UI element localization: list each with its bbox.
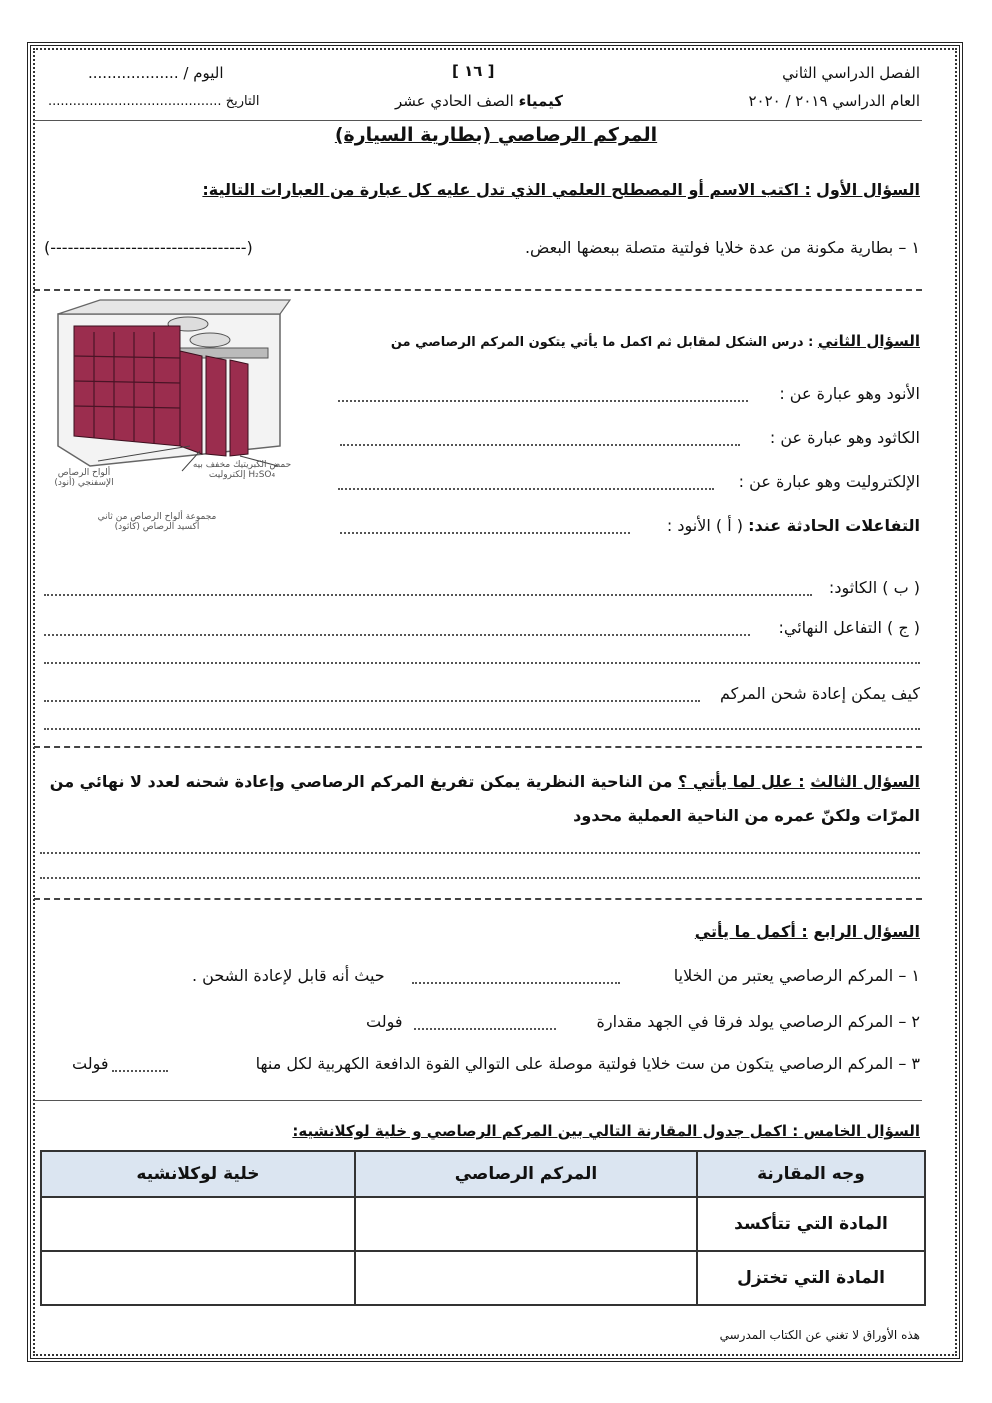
table-header-cell: خلية لوكلانشيه — [41, 1151, 355, 1197]
semester-label: الفصل الدراسي الثاني — [782, 64, 920, 82]
table-header-cell: المركم الرصاصي — [355, 1151, 697, 1197]
table-row — [41, 1251, 925, 1305]
q1-heading-line — [202, 180, 920, 199]
q5-heading-line — [292, 1122, 920, 1140]
table-row-label: المادة التي تختزل — [697, 1251, 925, 1305]
footer-note: هذه الأوراق لا تغني عن الكتاب المدرسي — [719, 1328, 920, 1342]
anode-answer[interactable] — [338, 400, 748, 402]
q4-item2-b: فولت — [366, 1012, 403, 1031]
q2-heading-line — [391, 332, 920, 350]
recharge-prompt: كيف يمكن إعادة شحن المركم — [719, 684, 920, 703]
day-label: اليوم / — [183, 64, 224, 82]
reactions-label: التفاعلات الحادثة عند: — [748, 516, 920, 535]
q5-heading: السؤال الخامس — [803, 1122, 920, 1140]
q5-instruction: : اكمل جدول المقارنة التالي بين المركم الرصاصي و خلية لوكلانشيه: — [292, 1122, 799, 1140]
table-answer-cell[interactable] — [41, 1197, 355, 1251]
section-separator — [34, 898, 922, 900]
figure-label-acid: حمض الكبريتيك مخفف بيه H₂SO₄ إلكتروليت — [192, 460, 292, 480]
electrolyte-prompt: الإلكتروليت وهو عبارة عن : — [738, 472, 920, 491]
q3-line1 — [50, 772, 920, 791]
recharge-answer-line2[interactable] — [44, 728, 920, 730]
reactions-line — [667, 516, 920, 535]
cathode-reaction-answer[interactable] — [44, 594, 812, 596]
subject: كيمياء — [518, 92, 563, 110]
q3-answer-line2[interactable] — [40, 877, 920, 879]
grade: الصف الحادي عشر — [395, 92, 514, 110]
academic-year: العام الدراسي ٢٠١٩ / ٢٠٢٠ — [748, 92, 920, 110]
table-row-label: المادة التي تتأكسد — [697, 1197, 925, 1251]
q4-item2-a: ٢ – المركم الرصاصي يولد فرقا في الجهد مقدارة — [596, 1012, 920, 1031]
anode-prompt: الأنود وهو عبارة عن : — [779, 384, 920, 403]
q3-text-line2: المرّات ولكنّ عمره من الناحية العملية محدود — [573, 806, 920, 825]
page-number: [ ١٦ ] — [452, 62, 495, 80]
worksheet-title: المركم الرصاصي (بطارية السيارة) — [334, 124, 658, 146]
q4-instruction: : أكمل ما يأتي — [694, 922, 808, 941]
q4-heading: السؤال الرابع — [813, 922, 920, 941]
table-header-row — [41, 1151, 925, 1197]
q4-item3-b: فولت — [72, 1054, 109, 1073]
battery-figure — [40, 296, 300, 554]
q3-answer-line1[interactable] — [40, 852, 920, 854]
q4-item1-b: حيث أنه قابل لإعادة الشحن . — [192, 966, 385, 985]
q4-item3-answer[interactable] — [112, 1070, 168, 1072]
date-field — [48, 94, 259, 109]
q2-heading: السؤال الثاني — [817, 332, 920, 350]
table-answer-cell[interactable] — [355, 1251, 697, 1305]
q4-item2-answer[interactable] — [414, 1028, 556, 1030]
q4-item3-a: ٣ – المركم الرصاصي يتكون من ست خلايا فولتية موصلة على التوالي القوة الدافعة الكهربية لكل منها — [255, 1054, 920, 1073]
electrolyte-answer[interactable] — [338, 488, 714, 490]
q4-item1-a: ١ – المركم الرصاصي يعتبر من الخلايا — [673, 966, 920, 985]
q3-instruction: : علل لما يأتي ؟ — [678, 772, 805, 791]
q1-instruction: : اكتب الاسم أو المصطلح العلمي الذي تدل عليه كل عبارة من العبارات التالية: — [202, 180, 811, 199]
section-separator — [34, 746, 922, 748]
cathode-answer[interactable] — [340, 444, 740, 446]
date-label: التاريخ — [225, 94, 260, 109]
q1-answer-blank[interactable]: (----------------------------------) — [44, 238, 253, 257]
section-divider — [34, 1100, 922, 1101]
comparison-table — [40, 1150, 926, 1306]
q1-item: ١ – بطارية مكونة من عدة خلايا فولتية متصلة ببعضها البعض. — [524, 238, 920, 257]
figure-label-lead-plates: ألواح الرصاص الإسفنجي (أنود) — [54, 468, 114, 488]
recharge-answer[interactable] — [44, 700, 700, 702]
q1-heading: السؤال الأول — [816, 180, 920, 199]
cathode-reaction-prompt: ( ب ) الكاثود: — [828, 578, 920, 597]
header-divider — [34, 120, 922, 121]
overall-reaction-prompt: ( ج ) التفاعل النهائي: — [778, 618, 920, 637]
anode-reaction-prompt: ( أ ) الأنود : — [666, 516, 743, 535]
table-row — [41, 1197, 925, 1251]
table-answer-cell[interactable] — [355, 1197, 697, 1251]
q4-heading-line — [695, 922, 920, 941]
figure-label-oxide-plates: مجموعة ألواح الرصاص من ثاني أكسيد الرصاص (كاثود) — [97, 512, 217, 532]
day-field — [88, 64, 224, 82]
q3-heading: السؤال الثالث — [810, 772, 920, 791]
overall-reaction-answer[interactable] — [44, 634, 750, 636]
date-dots: .......................................... — [48, 94, 222, 109]
anode-reaction-answer[interactable] — [340, 532, 630, 534]
section-separator — [34, 289, 922, 291]
day-dots: ................... — [88, 64, 179, 82]
overall-reaction-answer-line2[interactable] — [44, 662, 920, 664]
q4-item1-answer[interactable] — [412, 982, 620, 984]
table-header-cell: وجه المقارنة — [697, 1151, 925, 1197]
subject-grade — [395, 92, 563, 110]
q2-instruction: : درس الشكل لمقابل ثم اكمل ما يأتي يتكون المركم الرصاصي من — [390, 335, 814, 350]
cathode-prompt: الكاثود وهو عبارة عن : — [769, 428, 920, 447]
table-answer-cell[interactable] — [41, 1251, 355, 1305]
q3-text-line1: من الناحية النظرية يمكن تفريغ المركم الرصاصي وإعادة شحنه لعدد لا نهائي من — [49, 772, 673, 791]
